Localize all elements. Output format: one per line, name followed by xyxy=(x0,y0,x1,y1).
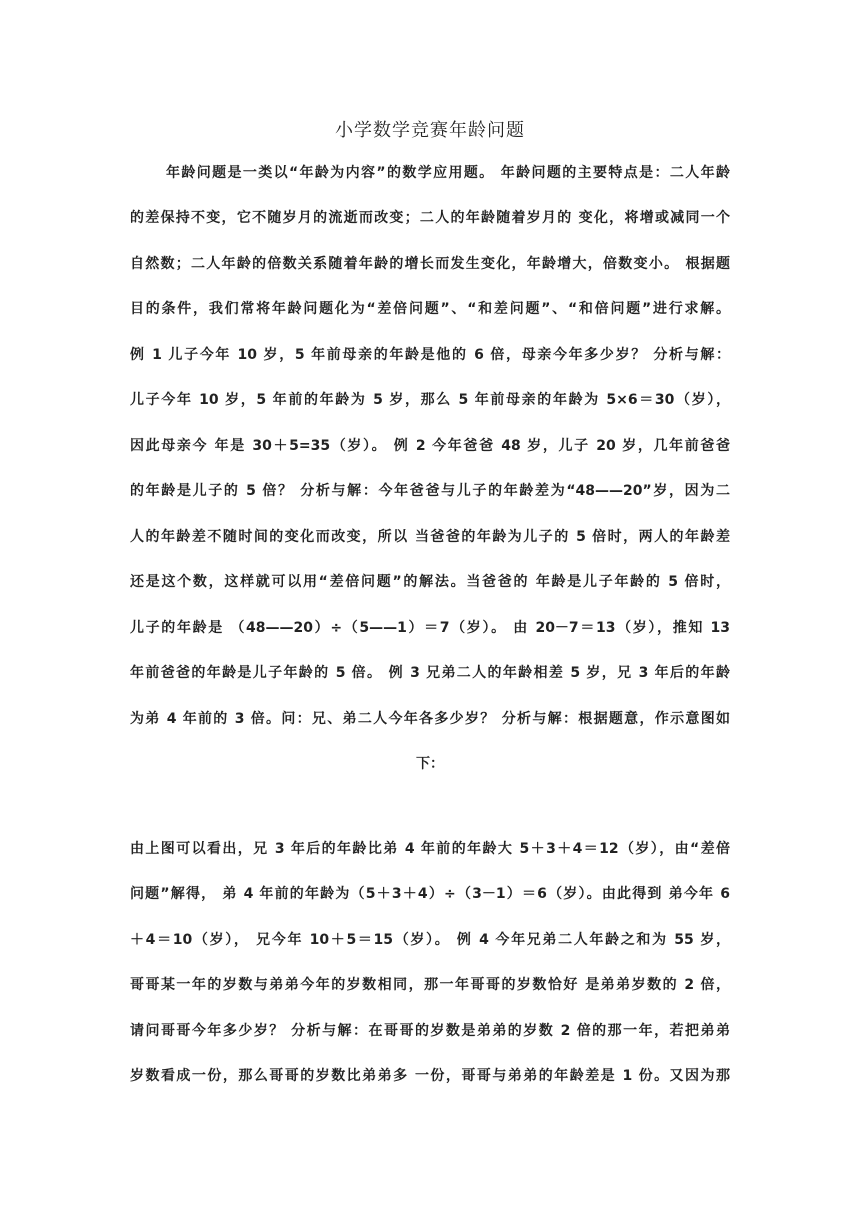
text-line: 下： xyxy=(416,756,444,772)
text-line: 岁数看成一份，那么哥哥的岁数比弟弟多 一份，哥哥与弟弟的年龄差是 1 份。又因为那 xyxy=(130,1068,730,1084)
text-line: 因此母亲今 年是 30＋5=35（岁）。 例 2 今年爸爸 48 岁，儿子 20 岁，几年前爸爸 xyxy=(130,438,730,454)
text-line: 的年龄是儿子的 5 倍？ 分析与解：今年爸爸与儿子的年龄差为“48——20”岁，因为二 xyxy=(130,483,730,499)
text-line: 还是这个数，这样就可以用“差倍问题”的解法。当爸爸的 年龄是儿子年龄的 5 倍时， xyxy=(130,574,730,590)
text-line: 的差保持不变，它不随岁月的流逝而改变；二人的年龄随着岁月的 变化，将增或减同一个 xyxy=(130,210,730,226)
text-line: 儿子的年龄是 （48——20）÷（5——1）＝7（岁）。 由 20－7＝13（岁），推知 13 xyxy=(130,620,730,636)
text-line: ＋4＝10（岁）， 兄今年 10＋5＝15（岁）。 例 4 今年兄弟二人年龄之和为 55 岁， xyxy=(130,932,730,948)
text-line: 人的年龄差不随时间的变化而改变，所以 当爸爸的年龄为儿子的 5 倍时，两人的年龄差 xyxy=(130,529,730,545)
document-title: 小学数学竞赛年龄问题 xyxy=(335,120,525,141)
text-line: 由上图可以看出，兄 3 年后的年龄比弟 4 年前的年龄大 5＋3＋4＝12（岁），由“差倍 xyxy=(130,841,730,857)
text-line: 年前爸爸的年龄是儿子年龄的 5 倍。 例 3 兄弟二人的年龄相差 5 岁，兄 3 年后的年龄 xyxy=(130,665,730,681)
text-line: 请问哥哥今年多少岁？ 分析与解：在哥哥的岁数是弟弟的岁数 2 倍的那一年，若把弟弟 xyxy=(130,1023,730,1039)
text-line: 目的条件，我们常将年龄问题化为“差倍问题”、“和差问题”、“和倍问题”进行求解。 xyxy=(130,301,730,317)
text-line: 自然数；二人年龄的倍数关系随着年龄的增长而发生变化，年龄增大，倍数变小。 根据题 xyxy=(130,256,730,272)
text-line: 例 1 儿子今年 10 岁，5 年前母亲的年龄是他的 6 倍，母亲今年多少岁？ 分析与解： xyxy=(130,347,730,363)
text-line: 儿子今年 10 岁，5 年前的年龄为 5 岁，那么 5 年前母亲的年龄为 5×6＝30（岁）， xyxy=(130,392,730,408)
text-line: 年龄问题是一类以“年龄为内容”的数学应用题。 年龄问题的主要特点是：二人年龄 xyxy=(166,165,730,181)
text-line: 问题”解得， 弟 4 年前的年龄为（5＋3＋4）÷（3－1）＝6（岁）。由此得到 弟今年 6 xyxy=(130,886,730,902)
text-line: 为弟 4 年前的 3 倍。问：兄、弟二人今年各多少岁？ 分析与解：根据题意，作示意图如 xyxy=(130,711,730,727)
text-line: 哥哥某一年的岁数与弟弟今年的岁数相同，那一年哥哥的岁数恰好 是弟弟岁数的 2 倍， xyxy=(130,977,730,993)
